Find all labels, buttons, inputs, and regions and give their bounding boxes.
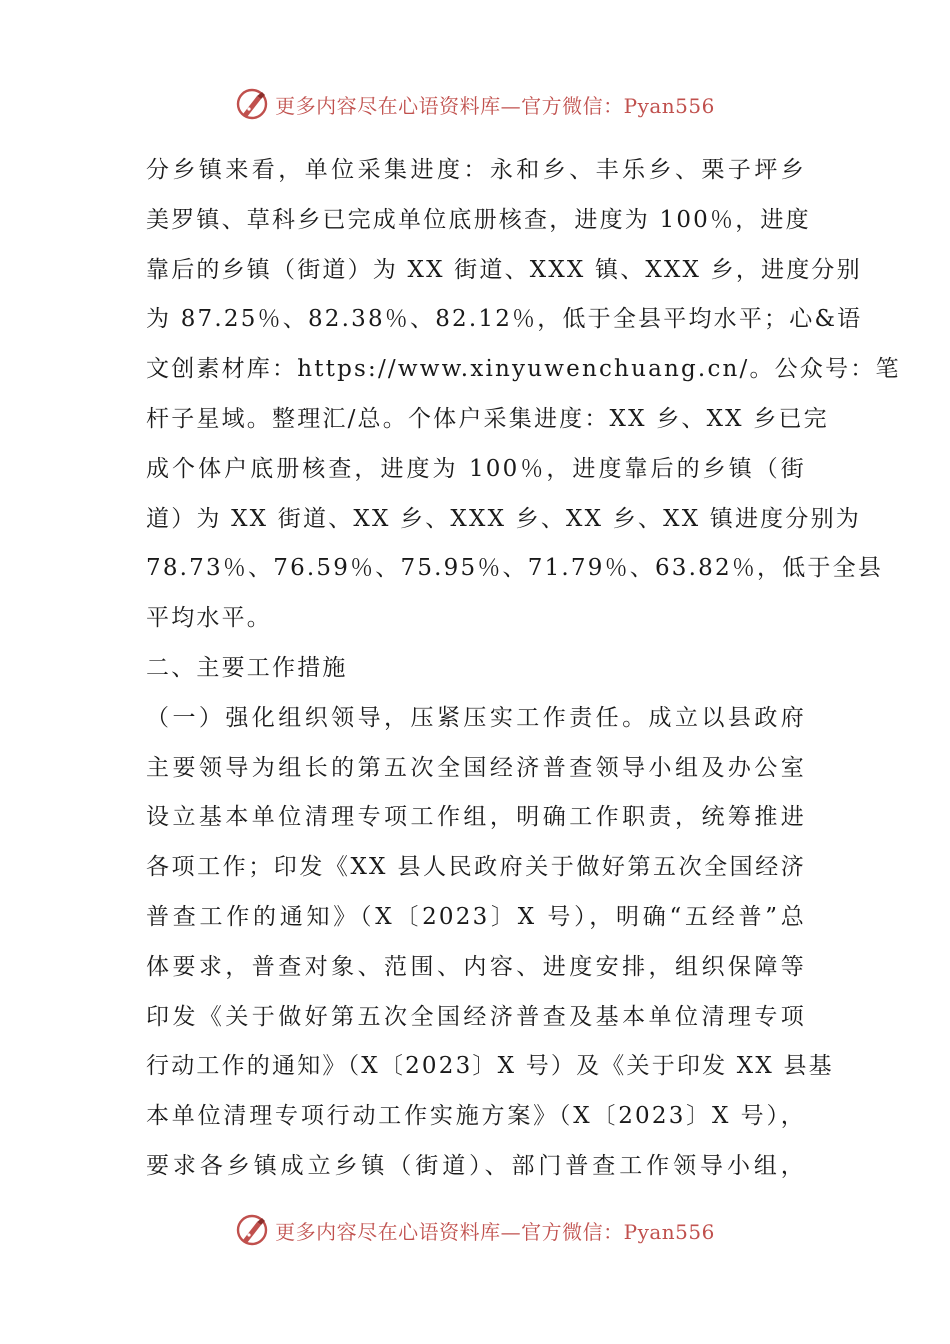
footer-watermark xyxy=(0,1210,950,1250)
section-heading: 二、主要工作措施 xyxy=(146,654,348,681)
text-line: 78.73％、76.59％、75.95％、71.79％、63.82％，低于全县 xyxy=(146,555,884,582)
text-line: （一）强化组织领导，压紧压实工作责任。成立以县政府 xyxy=(146,704,806,731)
text-line: 平均水平。 xyxy=(146,605,272,632)
text-line: 道）为 XX 街道、XX 乡、XXX 乡、XX 乡、XX 镇进度分别为 xyxy=(146,505,861,532)
document-body xyxy=(146,146,901,1192)
text-line: 杆子星域。整理汇/总。个体户采集进度：XX 乡、XX 乡已完 xyxy=(146,405,829,432)
watermark-text: 更多内容尽在心语资料库—官方微信：Pyan556 xyxy=(275,1219,715,1244)
text-line: 主要领导为组长的第五次全国经济普查领导小组及办公室 xyxy=(146,754,806,781)
text-line: 要求各乡镇成立乡镇（街道）、部门普查工作领导小组， xyxy=(146,1152,806,1179)
text-line: 文创素材库：https://www.xinyuwenchuang.cn/。公众号：笔 xyxy=(146,356,901,383)
text-line: 靠后的乡镇（街道）为 XX 街道、XXX 镇、XXX 乡，进度分别 xyxy=(146,256,862,283)
text-line: 本单位清理专项行动工作实施方案》（X〔2023〕X 号）， xyxy=(146,1103,806,1130)
pen-nib-logo-icon xyxy=(235,87,269,121)
text-line: 设立基本单位清理专项工作组，明确工作职责，统筹推进 xyxy=(146,804,806,831)
text-line: 印发《关于做好第五次全国经济普查及基本单位清理专项 xyxy=(146,1003,806,1030)
text-line: 行动工作的通知》（X〔2023〕X 号）及《关于印发 XX 县基 xyxy=(146,1053,834,1080)
pen-nib-logo-icon xyxy=(235,1213,269,1247)
text-line: 美罗镇、草科乡已完成单位底册核查，进度为 100％，进度 xyxy=(146,206,811,233)
watermark-text: 更多内容尽在心语资料库—官方微信：Pyan556 xyxy=(275,93,715,118)
text-line: 分乡镇来看，单位采集进度：永和乡、丰乐乡、栗子坪乡 xyxy=(146,157,806,183)
text-line: 体要求，普查对象、范围、内容、进度安排，组织保障等 xyxy=(146,953,806,980)
text-line: 成个体户底册核查，进度为 100％，进度靠后的乡镇（街 xyxy=(146,455,806,482)
text-line: 各项工作；印发《XX 县人民政府关于做好第五次全国经济 xyxy=(146,854,806,881)
text-line: 普查工作的通知》（X〔2023〕X 号），明确“五经普”总 xyxy=(146,903,806,930)
text-line: 为 87.25％、82.38％、82.12％，低于全县平均水平；心&语 xyxy=(146,306,863,333)
header-watermark xyxy=(0,84,950,124)
